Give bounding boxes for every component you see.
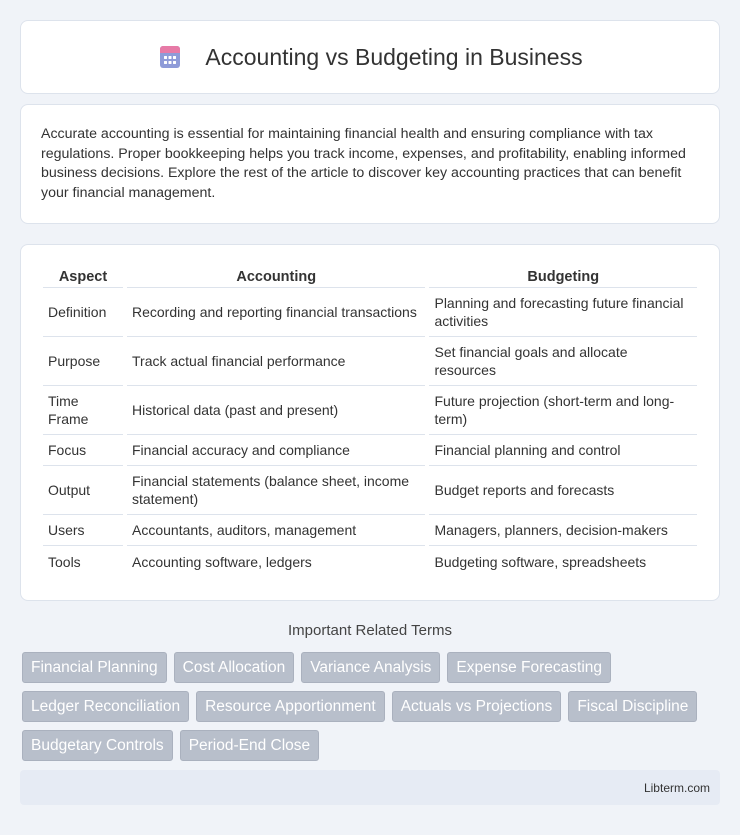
related-term-tag[interactable]: Financial Planning [22, 652, 167, 683]
comparison-table-card [20, 244, 720, 601]
row-accounting: Financial accuracy and compliance [127, 435, 425, 466]
row-aspect: Definition [43, 288, 123, 337]
table-row [43, 546, 697, 577]
comparison-table [39, 265, 701, 577]
table-header-row [43, 265, 697, 288]
related-terms-title: Important Related Terms [288, 622, 452, 639]
table-row [43, 466, 697, 515]
row-aspect: Users [43, 515, 123, 546]
row-accounting: Recording and reporting financial transactions [127, 288, 425, 337]
related-term-tag[interactable]: Actuals vs Projections [392, 691, 562, 722]
row-accounting: Financial statements (balance sheet, income statement) [127, 466, 425, 515]
page-title: Accounting vs Budgeting in Business [205, 43, 583, 70]
related-terms-list [22, 652, 722, 761]
row-budgeting: Budgeting software, spreadsheets [434, 553, 647, 570]
row-budgeting: Planning and forecasting future financial activities [429, 288, 697, 337]
row-aspect: Tools [48, 553, 81, 570]
related-term-tag[interactable]: Expense Forecasting [447, 652, 611, 683]
row-aspect: Time Frame [43, 386, 123, 435]
row-accounting: Track actual financial performance [127, 337, 425, 386]
row-aspect: Focus [43, 435, 123, 466]
related-term-tag[interactable]: Variance Analysis [301, 652, 440, 683]
table-row [43, 386, 697, 435]
related-term-tag[interactable]: Period-End Close [180, 730, 319, 761]
related-term-tag[interactable]: Budgetary Controls [22, 730, 173, 761]
row-accounting: Historical data (past and present) [127, 386, 425, 435]
table-row [43, 435, 697, 466]
related-term-tag[interactable]: Resource Apportionment [196, 691, 385, 722]
row-accounting: Accounting software, ledgers [132, 553, 312, 570]
related-term-tag[interactable]: Fiscal Discipline [568, 691, 697, 722]
footer [20, 770, 720, 805]
intro-card [20, 104, 720, 224]
header-accounting: Accounting [127, 265, 425, 288]
row-budgeting: Budget reports and forecasts [429, 466, 697, 515]
related-term-tag[interactable]: Cost Allocation [174, 652, 295, 683]
row-accounting: Accountants, auditors, management [127, 515, 425, 546]
row-budgeting: Set financial goals and allocate resources [429, 337, 697, 386]
table-row [43, 288, 697, 337]
row-aspect: Purpose [43, 337, 123, 386]
row-budgeting: Managers, planners, decision-makers [429, 515, 697, 546]
related-term-tag[interactable]: Ledger Reconciliation [22, 691, 189, 722]
row-budgeting: Future projection (short-term and long-term) [429, 386, 697, 435]
table-row [43, 337, 697, 386]
title-card [20, 20, 720, 94]
table-row [43, 515, 697, 546]
footer-site-link[interactable]: Libterm.com [643, 780, 710, 795]
header-aspect: Aspect [43, 265, 123, 288]
calculator-icon [157, 44, 183, 70]
header-budgeting: Budgeting [429, 265, 697, 288]
row-aspect: Output [43, 466, 123, 515]
row-budgeting: Financial planning and control [429, 435, 697, 466]
intro-paragraph: Accurate accounting is essential for maintaining financial health and ensuring compliance with tax regulations. Proper bookkeeping helps you track income, expenses, and profitability, enabling informed business decisions. Explore the rest of the article to discover key accounting practices that can benefit your financial management. [41, 126, 686, 201]
